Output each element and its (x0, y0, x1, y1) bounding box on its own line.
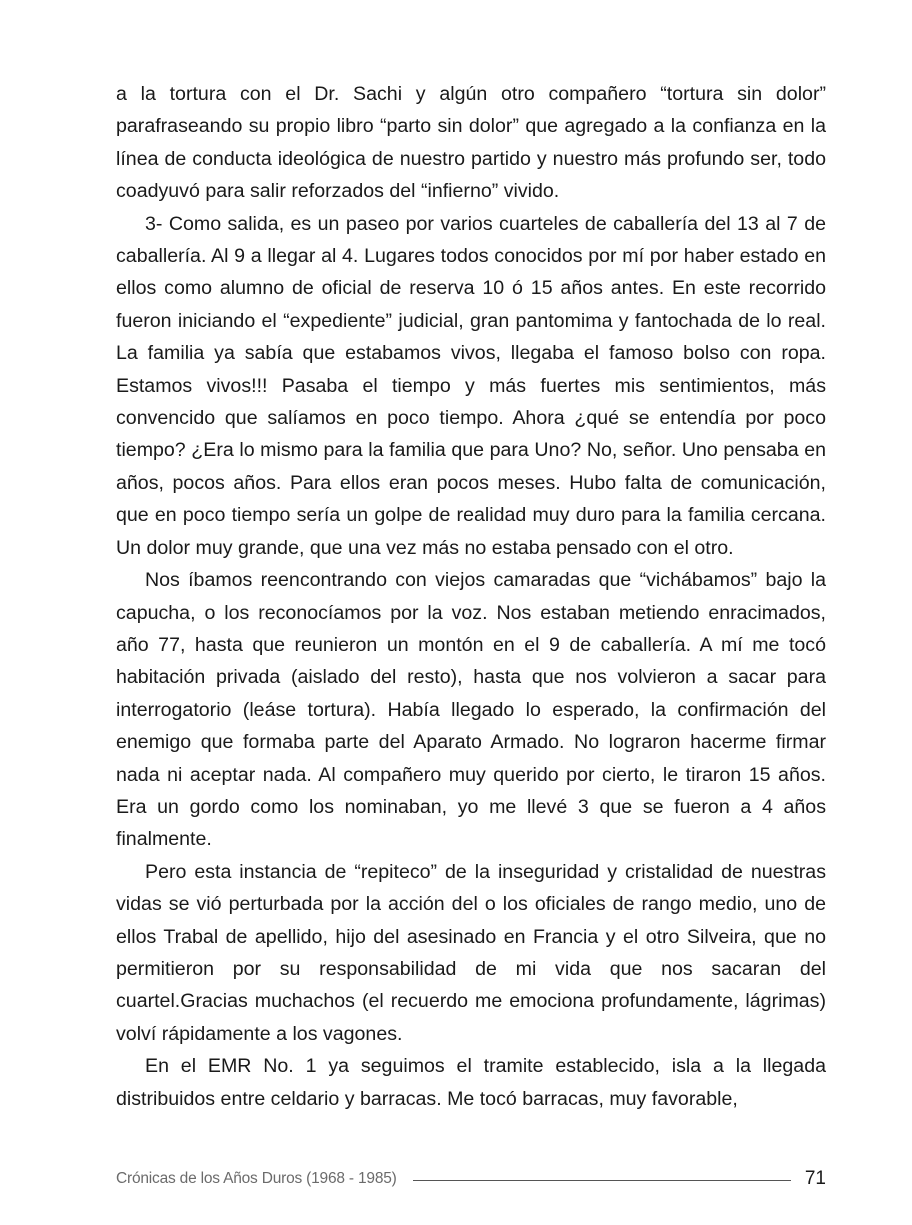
page-number: 71 (804, 1168, 826, 1189)
paragraph-repiteco: Pero esta instancia de “repiteco” de la inseguridad y cristalidad de nuestras vidas se vió perturbada por la acción del o los oficiales de rango medio, uno de ellos Trabal de apellido, hijo del asesinado en Francia y el otro Silveira, que no permitieron por su responsabilidad de mi vida que nos sacaran del cuartel.Gracias muchachos (el recuerdo me emociona profundamente, lágrimas) volví rápidamente a los vagones. (116, 860, 826, 1045)
footer-book-title: Crónicas de los Años Duros (1968 - 1985) (116, 1170, 397, 1187)
paragraph-emr: En el EMR No. 1 ya seguimos el tramite establecido, isla a la llegada distribuidos entre celdario y barracas. Me tocó barracas, muy favorable, (116, 1055, 826, 1110)
body-text (116, 78, 826, 1115)
page-footer (116, 1166, 826, 1192)
paragraph-continuation: a la tortura con el Dr. Sachi y algún otro compañero “tortura sin dolor” parafraseando su propio libro “parto sin dolor” que agregado a la confianza en la línea de conducta ideológica de nuestro partido y nuestro más profundo ser, todo coadyuvó para salir reforzados del “infierno” vivido. (116, 83, 826, 203)
paragraph-camaradas: Nos íbamos reencontrando con viejos camaradas que “vichábamos” bajo la capucha, o los reconocíamos por la voz. Nos estaban metiendo enracimados, año 77, hasta que reunieron un montón en el 9 de caballería. A mí me tocó habitación privada (aislado del resto), hasta que nos volvieron a sacar para interrogatorio (leáse tortura). Había llegado lo esperado, la confirmación del enemigo que formaba parte del Aparato Armado. No lograron hacerme firmar nada ni aceptar nada. Al compañero muy querido por cierto, le tiraron 15 años. Era un gordo como los nominaban, yo me llevé 3 que se fueron a 4 años finalmente. (116, 569, 826, 851)
paragraph-salida: 3- Como salida, es un paseo por varios cuarteles de caballería del 13 al 7 de caballería. Al 9 a llegar al 4. Lugares todos conocidos por mí por haber estado en ellos como alumno de oficial de reserva 10 ó 15 años antes. En este recorrido fueron iniciando el “expediente” judicial, gran pantomima y fantochada de lo real. La familia ya sabía que estabamos vivos, llegaba el famoso bolso con ropa. Estamos vivos!!! Pasaba el tiempo y más fuertes mis sentimientos, más convencido que salíamos en poco tiempo. Ahora ¿qué se entendía por poco tiempo? ¿Era lo mismo para la familia que para Uno? No, señor. Uno pensaba en años, pocos años. Para ellos eran pocos meses. Hubo falta de comunicación, que en poco tiempo sería un golpe de realidad muy duro para la familia cercana. Un dolor muy grande, que una vez más no estaba pensado con el otro. (116, 212, 826, 559)
footer-rule (413, 1180, 791, 1181)
